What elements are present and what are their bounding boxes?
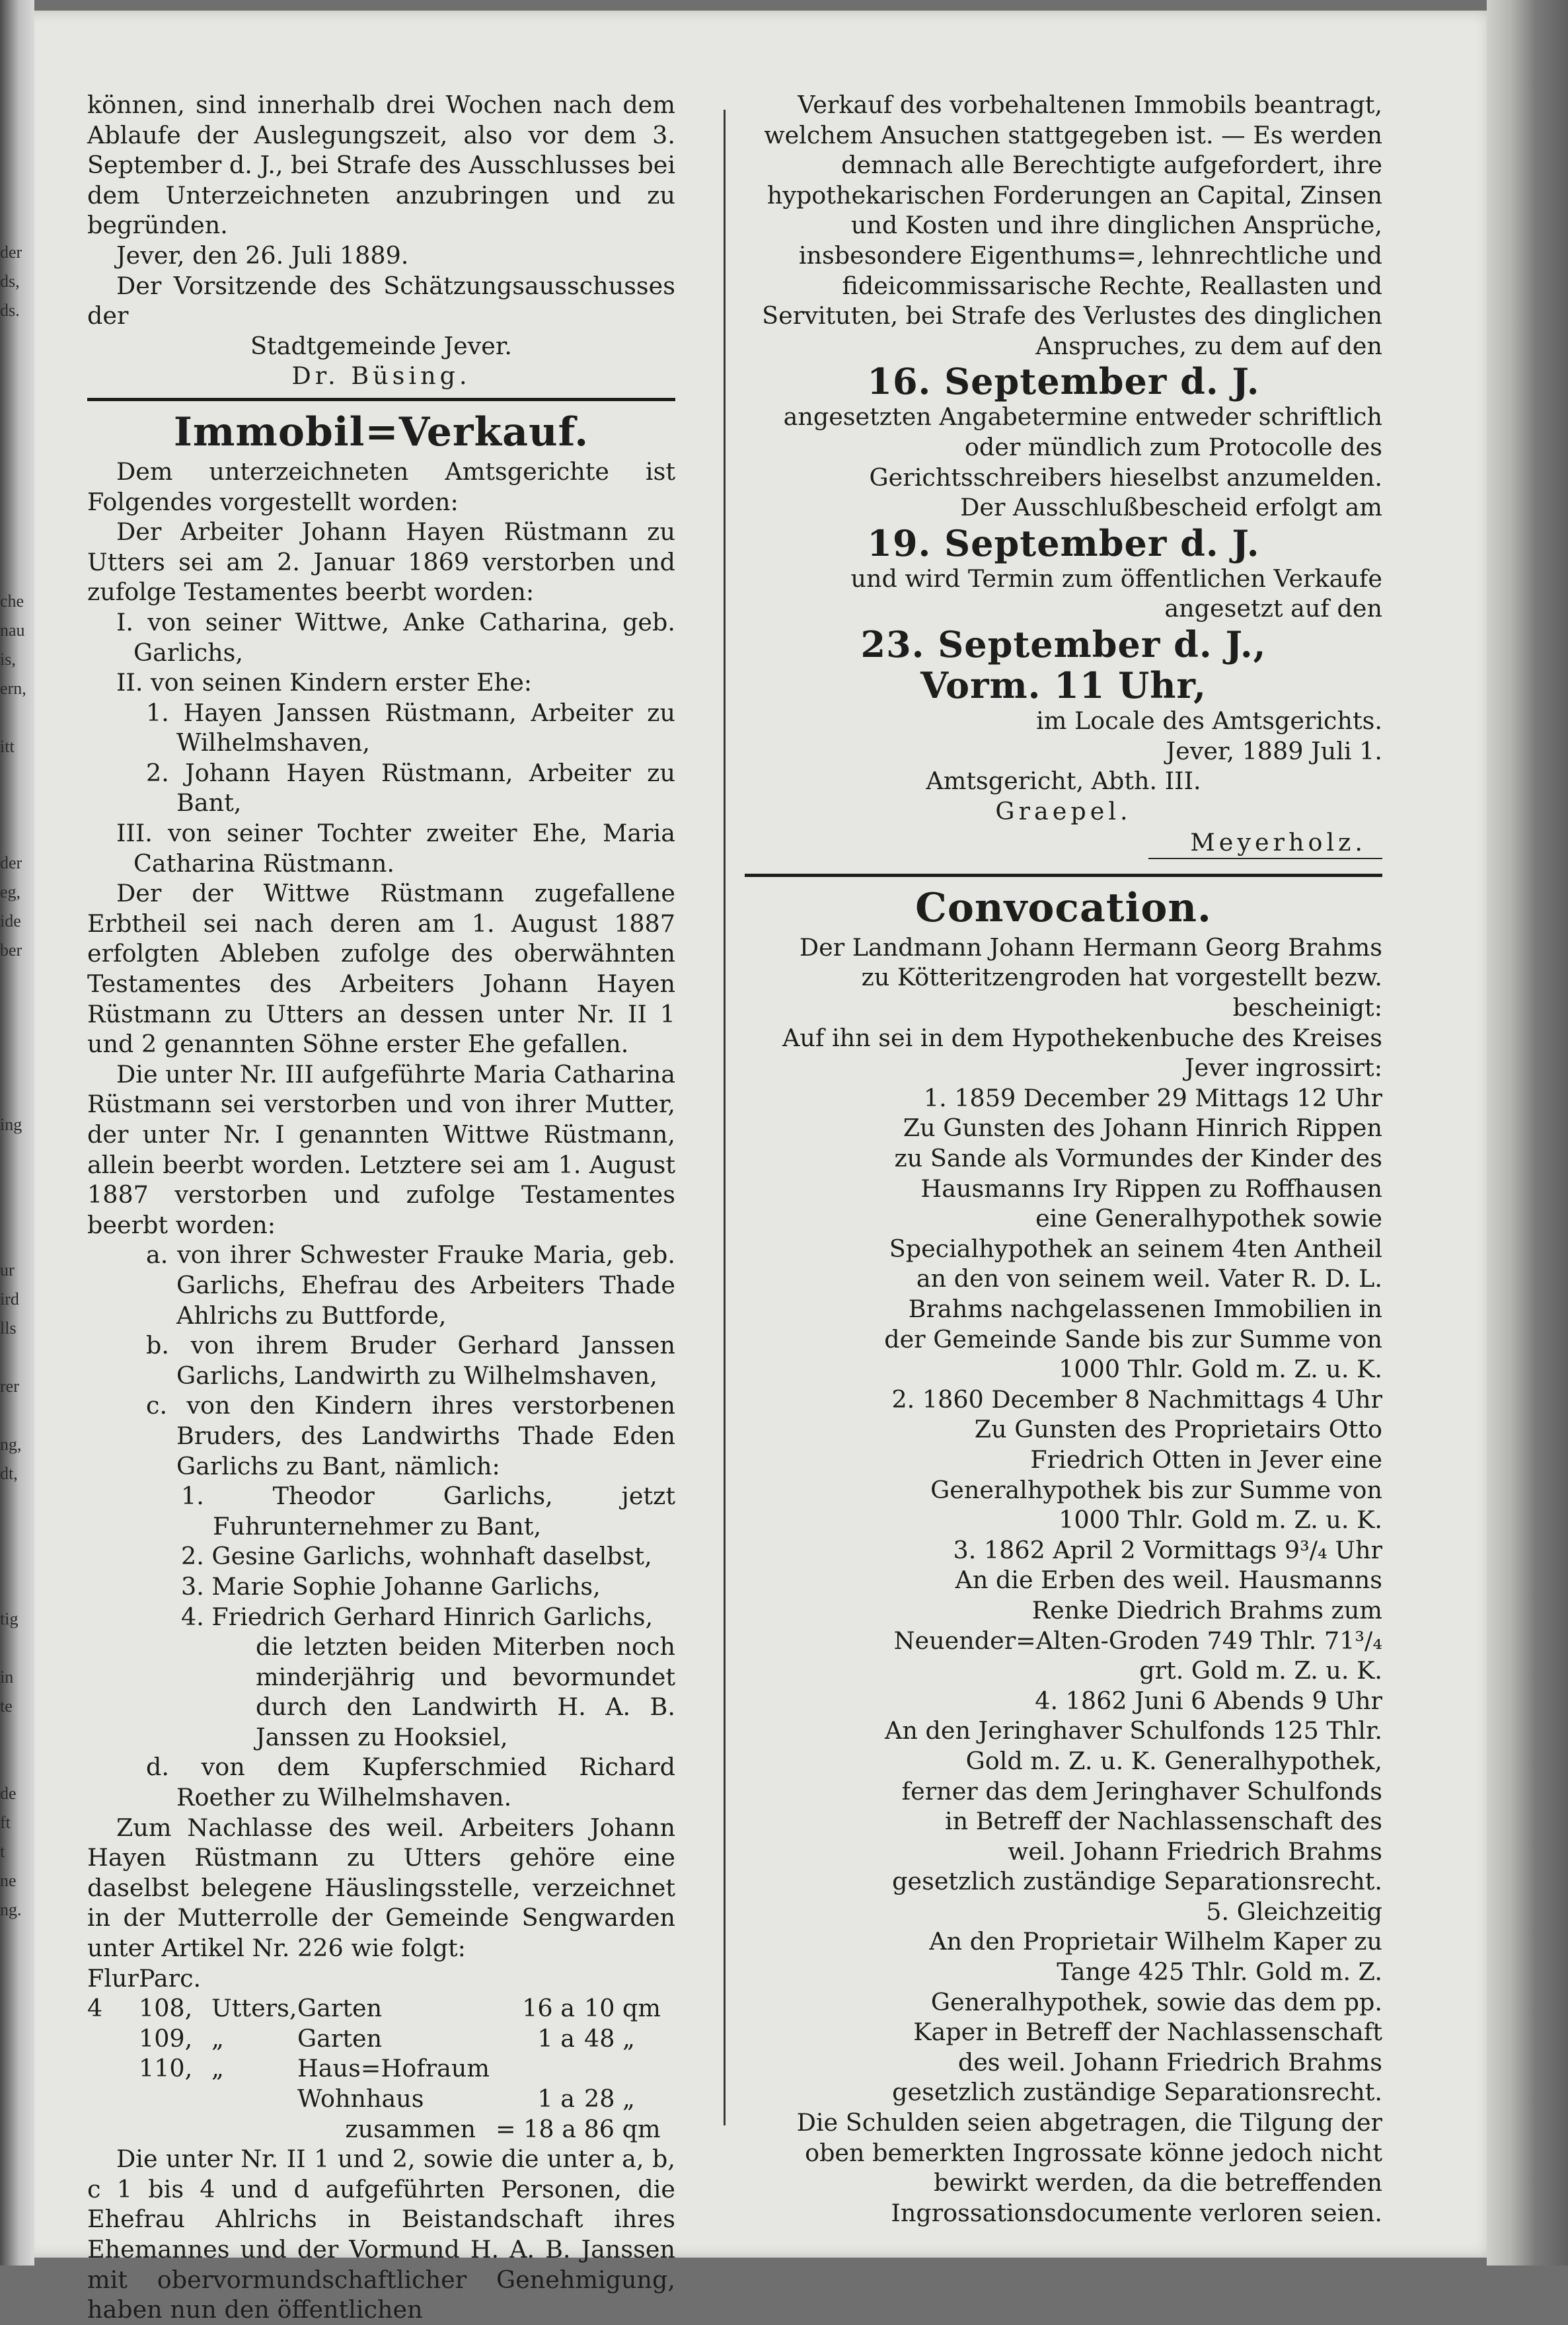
sub-c-item: 4. Friedrich Gerhard Hinrich Garlichs, xyxy=(181,1602,653,1631)
sub-c-item: 2. Gesine Garlichs, wohnhaft daselbst, xyxy=(181,1542,652,1571)
right-column xyxy=(745,90,1382,2228)
paragraph: Dem unterzeichneten Amtsgerichte ist Folgendes vorgestellt worden: xyxy=(87,457,675,516)
edge-fragment: ird xyxy=(0,1289,19,1309)
edge-fragment: in xyxy=(0,1667,14,1687)
edge-fragment xyxy=(0,819,17,849)
edge-fragment: ds, xyxy=(0,272,20,291)
edge-fragment xyxy=(0,1227,17,1256)
ingrossation-list xyxy=(745,1083,1382,2108)
entry-body: Zu Gunsten des Proprietairs Otto Friedrich Otten in Jever eine Generalhypothek bis zur Summe von 1000 Thlr. Gold m. Z. u. K. xyxy=(930,1415,1382,1535)
edge-fragment xyxy=(0,1488,17,1517)
edge-fragment xyxy=(0,965,17,994)
left-column xyxy=(87,90,675,2325)
divider-rule xyxy=(745,874,1382,877)
book-spine xyxy=(0,0,34,2266)
sub-c-item: 1. Theodor Garlichs, jetzt Fuhrunternehmer zu Bant, xyxy=(181,1482,675,1541)
heir-item: I. von seiner Wittwe, Anke Catharina, geb. Garlichs, xyxy=(116,607,675,667)
edge-fragment: ern, xyxy=(0,679,26,698)
edge-fragment xyxy=(0,1517,17,1546)
table-row xyxy=(87,2024,675,2054)
edge-fragment: der xyxy=(0,853,22,872)
edge-fragment: ds. xyxy=(0,301,20,320)
heir-item: II. von seinen Kindern erster Ehe: xyxy=(116,668,533,697)
total-value: = 18 a 86 qm xyxy=(495,2114,661,2143)
edge-fragment xyxy=(0,1546,17,1576)
edge-fragment xyxy=(0,1750,17,1779)
edge-fragment xyxy=(0,529,17,558)
edge-fragment xyxy=(0,790,17,819)
entry-heading: 1. 1859 December 29 Mittags 12 Uhr xyxy=(923,1083,1382,1112)
notice-heading-convocation: Convocation. xyxy=(915,884,1212,931)
total-label: zusammen xyxy=(345,2114,476,2143)
heir-item: III. von seiner Tochter zweiter Ehe, Maria Catharina Rüstmann. xyxy=(116,819,675,878)
paragraph: Die unter Nr. III aufgeführte Maria Catharina Rüstmann sei verstorben und von ihrer Mutter, der unter Nr. I genannten Wittwe Rüstmann, allein beerbt worden. Letztere sei am 1. August 1887 verstorben und zufolge Testamentes beerbt worden: xyxy=(87,1059,675,1239)
paragraph: Der Ausschlußbescheid erfolgt am xyxy=(960,493,1382,522)
parcel-area-qm: 48 „ xyxy=(583,2024,635,2053)
paragraph: Der der Wittwe Rüstmann zugefallene Erbtheil sei nach deren am 1. August 1887 erfolgten Ableben zufolge des oberwähnten Testamentes des Arbeiters Johann Hayen Rüstmann zu Utters an dessen unter Nr. II 1 und 2 genannten Söhne erster Ehe gefallen. xyxy=(87,879,675,1059)
parcel-number xyxy=(139,2084,211,2114)
parcel-table xyxy=(87,1963,675,2145)
signature: Dr. Büsing. xyxy=(291,362,471,391)
parcel-kind: Haus=Hofraum xyxy=(297,2054,490,2083)
paragraph: angesetzten Angabetermine entweder schriftlich oder mündlich zum Protocolle des Gerichtsschreibers hieselbst anzumelden. xyxy=(783,402,1382,492)
newspaper-page xyxy=(34,11,1501,2324)
clerk-signature: Meyerholz. xyxy=(1148,827,1382,859)
edge-fragment: ber xyxy=(0,940,22,960)
chair-title-line2: Stadtgemeinde Jever. xyxy=(250,331,512,360)
edge-fragment xyxy=(0,1139,17,1168)
edge-fragment xyxy=(0,354,17,383)
judge-signature: Graepel. xyxy=(995,796,1132,825)
sub-item: c. von den Kindern ihres verstorbenen Bruders, des Landwirths Thade Eden Garlichs zu Bant, nämlich: xyxy=(146,1391,675,1480)
paragraph: Die Schulden seien abgetragen, die Tilgung der oben bemerkten Ingrossate könne jedoch nicht bewirkt werden, da die betreffenden Ingrossationsdocumente verloren seien. xyxy=(796,2108,1382,2227)
chair-title: Der Vorsitzende des Schätzungsausschusses der xyxy=(87,271,675,330)
date-highlight: 23. September d. J., xyxy=(860,623,1267,666)
page-stack-edge xyxy=(1487,0,1568,2266)
edge-fragment xyxy=(0,412,17,441)
edge-fragment: ing xyxy=(0,1115,22,1134)
edge-fragment: nau xyxy=(0,621,25,640)
edge-fragment xyxy=(0,1343,17,1372)
date-highlight: 16. September d. J. xyxy=(867,360,1260,403)
court-name: Amtsgericht, Abth. III. xyxy=(926,767,1201,796)
entry-body: Zu Gunsten des Johann Hinrich Rippen zu Sande als Vormundes der Kinder des Hausmanns Iry Rippen zu Roffhausen eine Generalhypothek sowie Specialhypothek an seinem 4ten Antheil an den von seinem weil. Vater R. D. L. Brahms nachgelassenen Immobilien in der Gemeinde Sande bis zur Summe von 1000 Thlr. Gold m. Z. u. K. xyxy=(884,1114,1382,1384)
paragraph: und wird Termin zum öffentlichen Verkaufe angesetzt auf den xyxy=(850,564,1382,623)
sub-item: a. von ihrer Schwester Frauke Maria, geb. Garlichs, Ehefrau des Arbeiters Thade Ahlrichs zu Buttforde, xyxy=(146,1240,675,1330)
notice-heading-immobil-verkauf: Immobil=Verkauf. xyxy=(173,408,589,455)
paragraph: Verkauf des vorbehaltenen Immobils beantragt, welchem Ansuchen stattgegeben ist. — Es werden demnach alle Berechtigte aufgefordert, ihre hypothekarischen Forderungen an Capital, Zinsen und Kosten und ihre dinglichen Ansprüche, insbesondere Eigenthums=, lehnrechtliche und fideicommissarische Rechte, Reallasten und Servituten, bei Strafe des Verlustes des dinglichen Anspruches, zu dem auf den xyxy=(762,91,1382,360)
table-header-row xyxy=(87,1963,675,1994)
parcel-kind: Garten xyxy=(297,1994,383,2023)
entry-heading: 2. 1860 December 8 Nachmittags 4 Uhr xyxy=(891,1385,1382,1414)
edge-fragment: tig xyxy=(0,1609,19,1628)
parcel-flur: 4 xyxy=(87,1994,103,2023)
place-date: Jever, 1889 Juli 1. xyxy=(1166,736,1382,765)
entry-body: An den Proprietair Wilhelm Kaper zu Tange 425 Thlr. Gold m. Z. Generalhypothek, sowie das dem pp. Kaper in Betreff der Nachlassenschaft des weil. Johann Friedrich Brahms gesetzlich zuständige Separationsrecht. xyxy=(892,1927,1382,2107)
parcel-area-a: 16 a xyxy=(522,1994,575,2023)
parcel-number: 109, xyxy=(138,2024,193,2053)
parcel-place xyxy=(211,2084,297,2114)
col-header-parc: Parc. xyxy=(138,1963,202,1993)
child-item: 2. Johann Hayen Rüstmann, Arbeiter zu Bant, xyxy=(146,758,675,818)
edge-fragment xyxy=(0,500,17,529)
child-item: 1. Hayen Janssen Rüstmann, Arbeiter zu Wilhelmshaven, xyxy=(146,698,675,757)
edge-fragment: che xyxy=(0,591,24,611)
edge-fragment: ide xyxy=(0,911,21,931)
sub-c-item: 3. Marie Sophie Johanne Garlichs, xyxy=(181,1572,601,1601)
paragraph: Die unter Nr. II 1 und 2, sowie die unter a, b, c 1 bis 4 und d aufgeführten Personen, die Ehefrau Ahlrichs in Beistandschaft ihres Ehemannes und der Vormund H. A. B. Janssen mit obervormundschaftlicher Genehmigung, haben nun den öffentlichen xyxy=(87,2145,675,2324)
sub-item: b. von ihrem Bruder Gerhard Janssen Garlichs, Landwirth zu Wilhelmshaven, xyxy=(146,1331,675,1390)
edge-fragment: de xyxy=(0,1784,17,1803)
edge-fragment: eg, xyxy=(0,882,21,901)
parcel-flur xyxy=(87,2053,139,2084)
edge-fragment xyxy=(0,471,17,500)
paragraph: Auf ihn sei in dem Hypothekenbuche des Kreises Jever ingrossirt: xyxy=(782,1023,1382,1083)
edge-fragment: te xyxy=(0,1696,13,1716)
edge-fragment: rer xyxy=(0,1377,19,1396)
edge-fragment: der xyxy=(0,243,22,262)
parcel-kind: Wohnhaus xyxy=(297,2084,424,2113)
divider-rule xyxy=(87,398,675,401)
date-highlight: 19. September d. J. xyxy=(867,521,1260,564)
table-total-row xyxy=(87,2114,675,2145)
parcel-flur xyxy=(87,2084,139,2114)
table-row xyxy=(87,2053,675,2084)
edge-fragment xyxy=(0,1401,17,1430)
entry-body: An den Jeringhaver Schulfonds 125 Thlr. Gold m. Z. u. K. Generalhypothek, ferner das dem Jeringhaver Schulfonds in Betreff der Nachlassenschaft des weil. Johann Friedrich Brahms gesetzlich zuständige Separationsrecht. xyxy=(885,1716,1382,1896)
paragraph: Der Landmann Johann Hermann Georg Brahms zu Kötteritzengroden hat vorgestellt bezw. bescheinigt: xyxy=(799,933,1382,1022)
edge-fragment: lls xyxy=(0,1318,17,1338)
sub-c-note: die letzten beiden Miterben noch minderjährig und bevormundet durch den Landwirth H. A. B. Janssen zu Hooksiel, xyxy=(256,1632,675,1751)
parcel-flur xyxy=(87,2024,139,2054)
intro-paragraph: können, sind innerhalb drei Wochen nach dem Ablaufe der Auslegungszeit, also vor dem 3. September d. J., bei Strafe des Ausschlusses bei dem Unterzeichneten anzubringen und zu begründen. xyxy=(87,91,675,240)
facing-page-edge-text xyxy=(0,238,26,1925)
entry-heading: 5. Gleichzeitig xyxy=(1206,1897,1382,1926)
edge-fragment xyxy=(0,1081,17,1110)
parcel-place: „ xyxy=(211,2054,224,2083)
edge-fragment xyxy=(0,1576,17,1605)
entry-body: An die Erben des weil. Hausmanns Renke Diedrich Brahms zum Neuender=Alten-Groden 749 Thlr. 71³/₄ grt. Gold m. Z. u. K. xyxy=(893,1566,1382,1685)
parcel-kind: Garten xyxy=(297,2024,383,2053)
entry-heading: 4. 1862 Juni 6 Abends 9 Uhr xyxy=(1035,1686,1382,1715)
parcel-number: 110, xyxy=(138,2054,193,2083)
parcel-area-a xyxy=(496,2053,584,2084)
paragraph: Der Arbeiter Johann Hayen Rüstmann zu Utters sei am 2. Januar 1869 verstorben und zufolge Testamentes beerbt worden: xyxy=(87,517,675,607)
edge-fragment: itt xyxy=(0,737,15,756)
edge-fragment: ng, xyxy=(0,1435,22,1454)
sub-item: d. von dem Kupferschmied Richard Roether zu Wilhelmshaven. xyxy=(146,1753,675,1812)
edge-fragment: ne xyxy=(0,1871,17,1890)
edge-fragment xyxy=(0,1198,17,1227)
parcel-area-a: 1 a xyxy=(537,2024,575,2053)
table-row xyxy=(87,1993,675,2024)
table-row xyxy=(87,2084,675,2114)
edge-fragment xyxy=(0,558,17,587)
edge-fragment: ur xyxy=(0,1260,15,1279)
col-header-flur: Flur xyxy=(87,1963,139,1993)
edge-fragment xyxy=(0,325,17,354)
parcel-place: Utters, xyxy=(211,1994,297,2023)
paragraph: Zum Nachlasse des weil. Arbeiters Johann Hayen Rüstmann zu Utters gehöre eine daselbst belegene Häuslingsstelle, verzeichnet in der Mutterrolle der Gemeinde Sengwarden unter Artikel Nr. 226 wie folgt: xyxy=(87,1813,675,1963)
column-divider xyxy=(724,110,726,2125)
edge-fragment xyxy=(0,1721,17,1750)
paragraph: im Locale des Amtsgerichts. xyxy=(1036,706,1382,735)
edge-fragment: t xyxy=(0,1842,5,1861)
edge-fragment xyxy=(0,761,17,790)
place-date: Jever, den 26. Juli 1889. xyxy=(116,241,409,270)
edge-fragment xyxy=(0,1023,17,1052)
edge-fragment xyxy=(0,441,17,471)
parcel-area-qm xyxy=(584,2053,675,2084)
edge-fragment xyxy=(0,383,17,412)
parcel-area-qm: 28 „ xyxy=(583,2084,635,2113)
edge-fragment: ft xyxy=(0,1813,11,1832)
edge-fragment xyxy=(0,1634,17,1663)
parcel-number: 108, xyxy=(138,1994,193,2023)
edge-fragment xyxy=(0,1052,17,1081)
edge-fragment: ng. xyxy=(0,1900,22,1919)
entry-heading: 3. 1862 April 2 Vormittags 9³/₄ Uhr xyxy=(953,1535,1382,1564)
edge-fragment xyxy=(0,994,17,1023)
edge-fragment: is, xyxy=(0,650,16,669)
edge-fragment xyxy=(0,703,17,732)
parcel-area-a: 1 a xyxy=(537,2084,575,2113)
edge-fragment: dt, xyxy=(0,1464,18,1483)
parcel-area-qm: 10 qm xyxy=(583,1994,661,2023)
time-highlight: Vorm. 11 Uhr, xyxy=(920,664,1207,706)
parcel-place: „ xyxy=(211,2024,224,2053)
edge-fragment xyxy=(0,1168,17,1198)
